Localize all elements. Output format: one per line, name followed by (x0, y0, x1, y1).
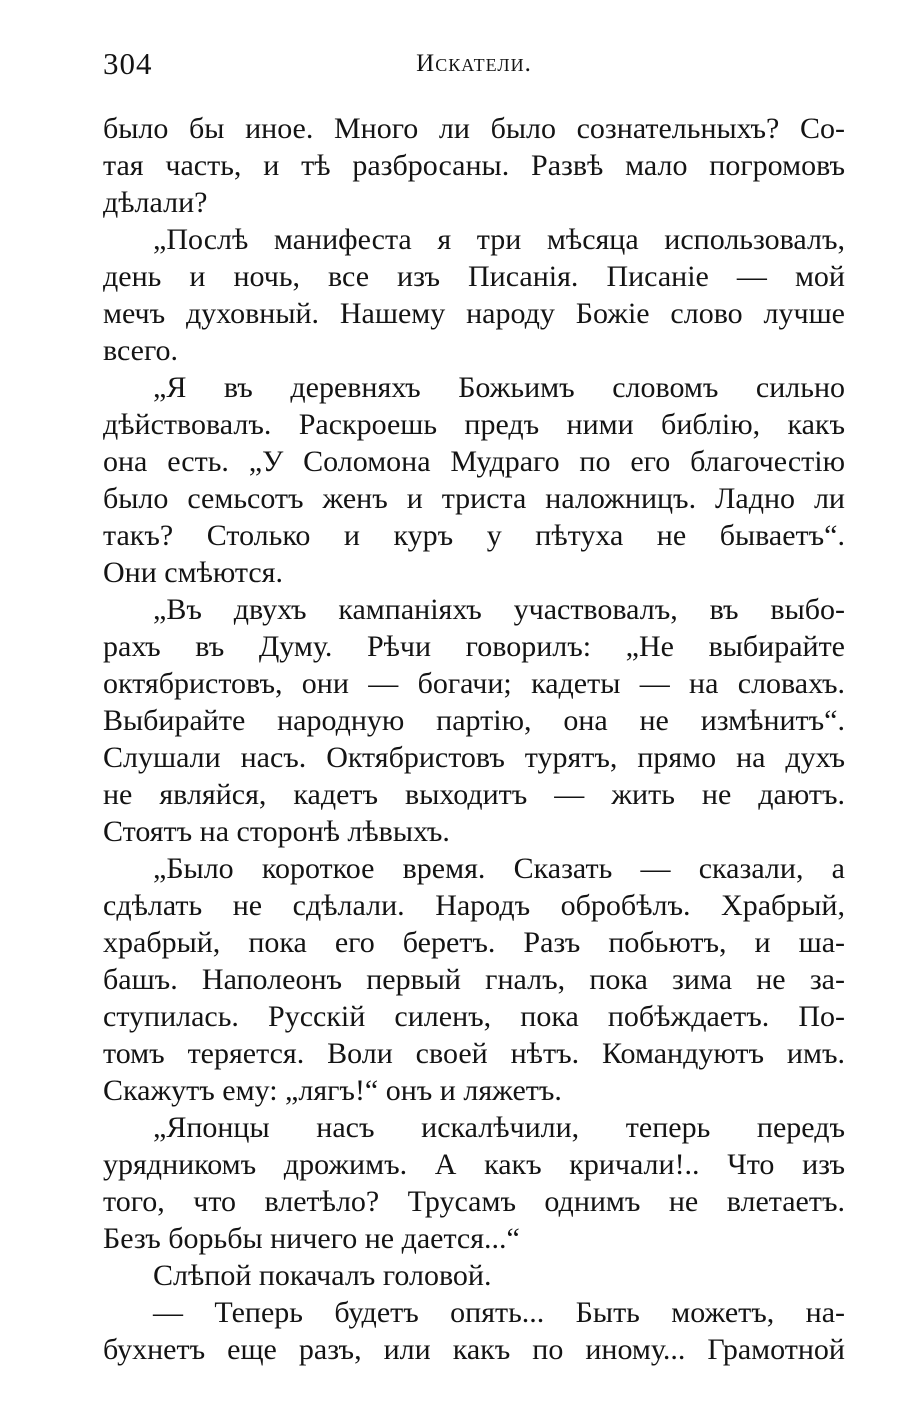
text-line: „Въ двухъ кампаніяхъ участвовалъ, въ выбо- (153, 593, 845, 626)
text-line: сдѣлать не сдѣлали. Народъ обробѣлъ. Храбрый, (103, 889, 845, 922)
text-line: Скажутъ ему: „лягъ!“ онъ и ляжетъ. (103, 1074, 562, 1107)
text-line: — Теперь будетъ опять... Быть можетъ, на- (153, 1296, 845, 1329)
text-line: того, что влетѣло? Трусамъ однимъ не влетаетъ. (103, 1185, 845, 1218)
text-line: день и ночь, все изъ Писанія. Писаніе — мой (103, 260, 845, 293)
page-number: 304 (103, 46, 153, 81)
text-line: „Я въ деревняхъ Божьимъ словомъ сильно (153, 371, 845, 404)
paragraph (103, 1257, 845, 1294)
text-line: „Японцы насъ искалѣчили, теперь передъ (153, 1111, 845, 1144)
text-line: урядникомъ дрожимъ. А какъ кричали!.. Что изъ (103, 1148, 845, 1181)
text-line: такъ? Столько и куръ у пѣтуха не бываетъ“. (103, 519, 845, 552)
paragraph (103, 850, 845, 1109)
paragraph (103, 1109, 845, 1257)
text-line: ступилась. Русскій силенъ, пока побѣждаетъ. По- (103, 1000, 845, 1033)
paragraph (103, 110, 845, 221)
text-line: томъ теряется. Воли своей нѣтъ. Командуютъ имъ. (103, 1037, 845, 1070)
text-line: храбрый, пока его беретъ. Разъ побьютъ, и ша- (103, 926, 845, 959)
text-line: Безъ борьбы ничего не дается...“ (103, 1222, 520, 1255)
page-header (103, 46, 845, 86)
text-line: было семьсотъ женъ и триста наложницъ. Ладно ли (103, 482, 845, 515)
text-line: было бы иное. Много ли было сознательныхъ? Со- (103, 112, 845, 145)
text-line: Выбирайте народную партію, она не измѣнитъ“. (103, 704, 845, 737)
text-line: Слушали насъ. Октябристовъ турятъ, прямо на духъ (103, 741, 845, 774)
body-text (103, 110, 845, 1368)
text-line: бухнетъ еще разъ, или какъ по иному... Грамотной (103, 1333, 845, 1366)
paragraph (103, 221, 845, 369)
text-line: дѣлали? (103, 186, 208, 219)
text-line: тая часть, и тѣ разбросаны. Развѣ мало погромовъ (103, 149, 845, 182)
text-line: Слѣпой покачалъ головой. (153, 1259, 492, 1292)
text-line: „Было короткое время. Сказать — сказали, а (153, 852, 845, 885)
text-line: дѣйствовалъ. Раскроешь предъ ними библію, какъ (103, 408, 845, 441)
text-line: всего. (103, 334, 179, 367)
paragraph (103, 591, 845, 850)
text-line: Они смѣются. (103, 556, 283, 589)
text-line: „Послѣ манифеста я три мѣсяца использовалъ, (153, 223, 845, 256)
text-line: Стоятъ на сторонѣ лѣвыхъ. (103, 815, 450, 848)
text-line: башъ. Наполеонъ первый гналъ, пока зима не за- (103, 963, 845, 996)
text-line: не являйся, кадетъ выходитъ — жить не даютъ. (103, 778, 845, 811)
text-line: она есть. „У Соломона Мудраго по его благочестію (103, 445, 845, 478)
text-line: мечъ духовный. Нашему народу Божіе слово лучше (103, 297, 845, 330)
text-line: рахъ въ Думу. Рѣчи говорилъ: „Не выбирайте (103, 630, 845, 663)
paragraph (103, 369, 845, 591)
running-title: Искатели. (416, 50, 532, 77)
text-line: октябристовъ, они — богачи; кадеты — на словахъ. (103, 667, 845, 700)
paragraph (103, 1294, 845, 1368)
